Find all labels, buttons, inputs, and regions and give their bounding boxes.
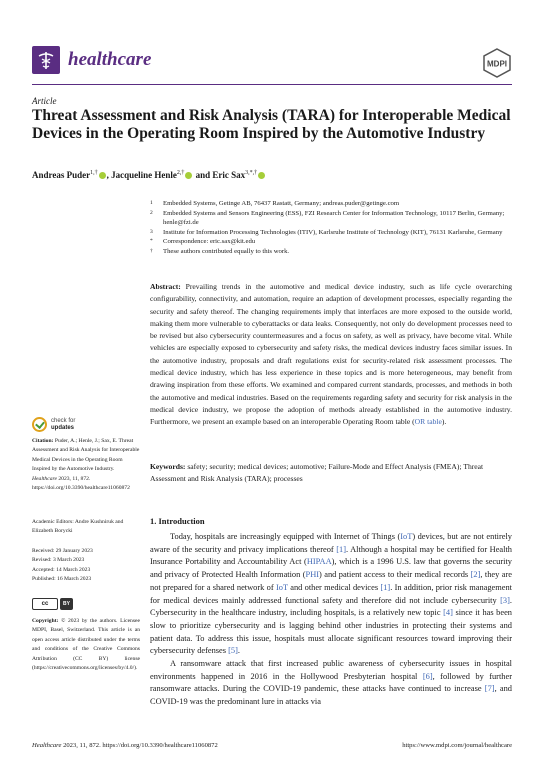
intro-text: ), which is a 1996 U.S. law that governs the security and privacy of Protected Health Information ( <box>150 557 512 580</box>
intro-link[interactable]: [2] <box>470 570 481 580</box>
orcid-icon[interactable] <box>185 172 192 179</box>
keywords-text: safety; security; medical devices; automotive; Failure-Mode and Effect Analysis (FMEA); Threat Assessment and Risk Analysis (TARA); processes <box>150 462 484 484</box>
copyright-block <box>32 617 140 673</box>
author-list <box>32 170 266 180</box>
mdpi-logo <box>482 48 512 78</box>
author-separator: , <box>106 170 112 180</box>
cc-by-badge[interactable]: BY <box>60 598 73 610</box>
author-sup: 1,† <box>90 170 98 176</box>
abstract-text-end: ). <box>441 417 447 427</box>
affiliation-mark: 2 <box>150 209 153 216</box>
intro-text: Today, hospitals are increasingly equipped with Internet of Things ( <box>170 532 401 541</box>
author-name[interactable]: Jacqueline Henle <box>111 170 177 180</box>
intro-link[interactable]: [6] <box>422 671 433 681</box>
author-sup: 2,† <box>176 170 185 176</box>
intro-link[interactable]: [1] <box>380 582 391 592</box>
header-rule <box>32 84 512 85</box>
author-separator: and <box>193 170 213 180</box>
affiliations <box>150 199 512 256</box>
orcid-icon[interactable] <box>99 172 106 179</box>
intro-text: ) and patient access to their medical records <box>319 570 471 580</box>
author-name[interactable]: Andreas Puder <box>32 170 91 180</box>
citation-label: Citation: <box>32 438 54 444</box>
orcid-icon[interactable] <box>258 172 265 179</box>
publisher-name: MDPI <box>487 59 507 69</box>
citation-text: Puder, A.; Henle, J.; Sax, E. Threat Assessment and Risk Analysis for Interoperable Medical Devices in the Operating Room Inspired by the Automotive Industry. <box>32 438 140 473</box>
affiliation-text: Correspondence: eric.sax@kit.edu <box>163 238 256 245</box>
article-type: Article <box>32 96 57 106</box>
author-sup: 3,*,† <box>245 170 258 176</box>
intro-text: , they are not prepared for a shared network of <box>150 570 512 592</box>
intro-paragraph <box>150 658 512 709</box>
copyright-label: Copyright: <box>32 618 59 624</box>
intro-link[interactable]: [4] <box>443 608 453 618</box>
affiliation-text: Institute for Information Processing Technologies (ITIV), Karlsruhe Institute of Technology (KIT), 76131 Karlsruhe, Germany <box>163 228 503 236</box>
affiliation-mark: 1 <box>150 200 153 206</box>
intro-text: , followed by further ransomware attacks. During the COVID-19 pandemic, these attacks have continued to increase <box>150 671 512 694</box>
cc-license-badge[interactable]: cc <box>32 598 58 610</box>
citation-tail[interactable]: 2023, 11, 872. https://doi.org/10.3390/healthcare11060872 <box>32 475 130 492</box>
footer-url[interactable]: https://www.mdpi.com/journal/healthcare <box>402 742 512 749</box>
intro-text: . <box>237 646 240 656</box>
article-title: Threat Assessment and Risk Analysis (TARA) for Interoperable Medical Devices in the Operating Room Inspired by the Automotive Industry <box>32 107 511 142</box>
intro-link[interactable]: [7] <box>484 684 495 694</box>
intro-link[interactable]: IoT <box>400 532 413 541</box>
abstract-text: Prevailing trends in the automotive and medical device industry, such as life cycle overarching configurability, connectivity, and automation, require an adaption of development processes, especially regarding the security and safety thereof. The changing requirements imply that interfaces are more exposed to the outside world, making them more vulnerable to cyberattacks or data leaks. Consequently, not only do development processes need to be revised but also cybersecurity countermeasures and a focus on safety, as well as privacy, have become vital. While vehicles are especially exposed to cybersecurity and safety risks, the medical devices industry faces similar issues. In the automotive industry, proposals and draft regulations exist for security-related risk assessment processes. The medical device industry, which has less experience in these topics and is more heterogeneous, may benefit from drawing inspiration from these efforts. We examined and compared current standards, processes, and methods in both the automotive and medical industries. Based on the requirements regarding safety and security for risk analysis in the medical device industry, we propose the adoption of methods already established in the automotive industry. Furthermore, we present an example based on an interoperable Operating Room table ( <box>150 282 512 427</box>
affiliation-mark: 3 <box>150 228 153 235</box>
abstract-label: Abstract: <box>150 282 181 291</box>
section-heading-introduction: 1. Introduction <box>150 516 205 526</box>
intro-text: A ransomware attack that first increased public awareness of cybersecurity issues in hospital environments happened in 2016 in the Hollywood Presbyterian hospital <box>150 659 512 681</box>
publication-date: Received: 29 January 2023 <box>32 548 93 554</box>
abstract <box>150 281 512 429</box>
journal-header <box>32 46 512 80</box>
affiliation-row <box>150 209 512 228</box>
check-updates-icon <box>32 417 47 432</box>
academic-editors: Academic Editors: Andre Kushniruk and Elizabeth Borycki <box>32 519 124 535</box>
keywords-label: Keywords: <box>150 462 186 471</box>
caduceus-icon <box>36 50 56 70</box>
affiliation-row <box>150 199 512 209</box>
intro-text: . Cybersecurity in the healthcare industry, including hospitals, is a relatively new topic <box>150 595 512 618</box>
intro-text: ) devices, but are not entirely aware of the security and privacy implications thereof <box>150 532 512 554</box>
affiliation-row <box>150 237 512 247</box>
intro-text: , and COVID-19 was the predominant lure in attacks via <box>150 684 512 707</box>
intro-paragraph <box>150 531 512 658</box>
intro-text: . In addition, prior risk management for medical devices mainly addressed functional safety and therefore did not include cybersecurity <box>150 582 513 605</box>
check-updates-line1: check for <box>51 418 76 424</box>
intro-text: since it has been slow to prioritize cybersecurity and is lagging behind other industries in protecting their systems and patient data. To address this issue, hospitals must allocate significant resources toward improving their cybersecurity defenses <box>150 608 512 656</box>
affiliation-row <box>150 247 512 257</box>
intro-link[interactable]: IoT <box>275 582 288 592</box>
abstract-link-or-table[interactable]: OR table <box>414 417 442 427</box>
affiliation-mark: † <box>150 247 153 254</box>
intro-link[interactable]: HIPAA <box>306 557 332 567</box>
affiliation-text: These authors contributed equally to this work. <box>163 247 290 255</box>
footer-journal: Healthcare <box>32 742 62 749</box>
affiliation-text: Embedded Systems and Sensors Engineering (ESS), FZI Research Center for Information Technology, 10117 Berlin, Germany; henle@fzi.de <box>163 209 505 226</box>
publication-date: Revised: 3 March 2023 <box>32 557 85 564</box>
intro-text: . Although a hospital may be certified for Health Insurance Portability and Accountability Act ( <box>150 544 512 567</box>
intro-link[interactable]: [3] <box>500 595 510 605</box>
journal-logo <box>32 46 60 74</box>
journal-name: healthcare <box>68 49 152 70</box>
check-for-updates[interactable] <box>32 417 140 432</box>
affiliation-text: Embedded Systems, Getinge AB, 76437 Rastatt, Germany; andreas.puder@getinge.com <box>163 200 400 207</box>
introduction-body <box>150 531 512 709</box>
footer-citation <box>32 742 218 749</box>
citation-journal: Healthcare <box>32 475 57 482</box>
intro-link[interactable]: [5] <box>228 646 238 656</box>
publication-date: Published: 16 March 2023 <box>32 576 92 583</box>
publication-dates <box>32 547 140 585</box>
page-footer <box>32 742 512 749</box>
copyright-text: © 2023 by the authors. Licensee MDPI, Basel, Switzerland. This article is an open access article distributed under the terms and conditions of the Creative Commons Attribution (CC BY) license (https://creativecommons.org/licenses/by/4.0/). <box>32 618 140 672</box>
affiliation-mark: * <box>150 238 153 244</box>
intro-link[interactable]: PHI <box>305 570 320 580</box>
footer-citation-text[interactable]: 2023, 11, 872. https://doi.org/10.3390/healthcare11060872 <box>61 742 218 749</box>
intro-text: and other medical devices <box>287 582 381 592</box>
publication-date: Accepted: 14 March 2023 <box>32 566 91 573</box>
author-name[interactable]: Eric Sax <box>212 170 246 180</box>
affiliation-row <box>150 228 512 238</box>
check-updates-line2: updates <box>51 424 75 431</box>
keywords <box>150 461 512 486</box>
citation-block <box>32 437 140 493</box>
intro-link[interactable]: [1] <box>336 544 346 554</box>
